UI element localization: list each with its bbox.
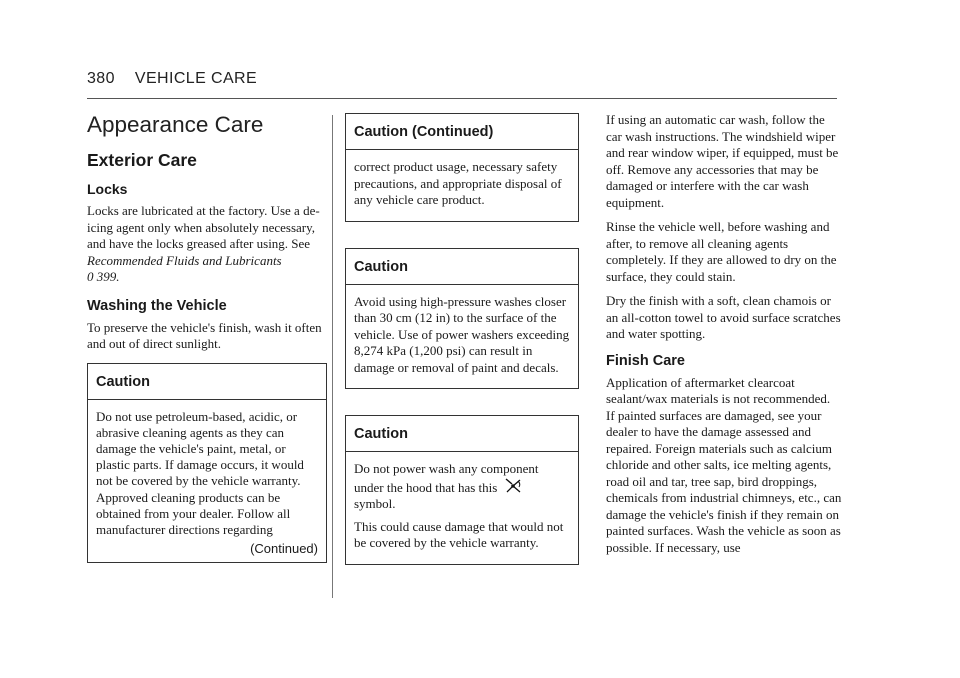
- page-title: Appearance Care: [87, 112, 264, 137]
- header-rule: [87, 98, 837, 99]
- dry-paragraph: Dry the finish with a soft, clean chamois or an all-cotton towel to avoid surface scratches and water spotting.: [606, 293, 841, 341]
- spacer: [345, 222, 579, 248]
- caution-pressure-text: Avoid using high-pressure washes closer than 30 cm (12 in) to the surface of the vehicle. Use of power washers exceeding 8,274 kPa (1,200 psi) can result in damage or removal of paint and decals.: [354, 293, 570, 375]
- rinse-paragraph: Rinse the vehicle well, before washing and after, to remove all cleaning agents completely. If they are allowed to dry on the surface, they could stain.: [606, 219, 837, 284]
- caution-title: Caution: [88, 364, 326, 400]
- caution-pressure-title: Caution: [346, 249, 578, 285]
- washing-text: To preserve the vehicle's finish, wash it often and out of direct sunlight.: [87, 319, 322, 351]
- caution-text: Do not use petroleum-based, acidic, or abrasive cleaning agents as they can damage the vehicle's paint, metal, or plastic parts. If damage occurs, it would not be covered by the vehicle warranty. Approved cleaning products can be obtained from your dealer. Follow all manufacturer directions regarding: [96, 408, 304, 537]
- caution-hood-paragraph: [354, 461, 570, 513]
- caution-hood-text: Do not power wash any component under the hood that has this: [354, 461, 539, 495]
- page-header: [87, 70, 257, 88]
- section-title: VEHICLE CARE: [134, 70, 258, 87]
- washing-heading: Washing the Vehicle: [87, 297, 227, 314]
- caution-continued-body: [346, 150, 578, 221]
- column-right: [606, 112, 842, 564]
- car-wash-paragraph: If using an automatic car wash, follow the car wash instructions. The windshield wiper and rear window wiper, if equipped, must be off. Remove any accessories that may be damaged or interfere with the car wash equipment.: [606, 112, 839, 210]
- spacer: [345, 389, 579, 415]
- finish-care-paragraph: Application of aftermarket clearcoat sealant/wax materials is not recommended. If painted surfaces are damaged, see your dealer to have the damage assessed and repaired. Foreign materials such as calcium chloride and other salts, ice melting agents, road oil and tar, tree sap, bird droppings, chemicals from industrial chimneys, etc., can damage the vehicle's finish if they remain on painted surfaces. Wash the vehicle as soon as possible. If necessary, use: [606, 374, 842, 555]
- caution-pressure-box: [345, 248, 579, 390]
- caution-continued-box: [345, 113, 579, 222]
- locks-reference-page[interactable]: 0 399.: [87, 269, 120, 284]
- column-left: [87, 112, 327, 563]
- caution-hood-text2: This could cause damage that would not be covered by the vehicle warranty.: [354, 518, 564, 550]
- cooling-fan-icon: [504, 478, 522, 494]
- caution-hood-title: Caution: [346, 416, 578, 452]
- locks-paragraph: [87, 203, 327, 286]
- caution-hood-box: [345, 415, 579, 565]
- column-middle: [345, 113, 579, 565]
- caution-hood-symbol-word: symbol.: [354, 496, 396, 511]
- finish-care-heading: Finish Care: [606, 352, 685, 369]
- locks-reference-link[interactable]: Recommended Fluids and Lubricants: [87, 252, 282, 268]
- locks-heading: Locks: [87, 181, 128, 197]
- caution-continued-title: Caution (Continued): [346, 114, 578, 150]
- continued-label: (Continued): [250, 541, 318, 557]
- column-divider: [332, 115, 333, 598]
- caution-box: [87, 363, 327, 564]
- caution-pressure-body: [346, 285, 578, 389]
- section-heading: Exterior Care: [87, 150, 197, 170]
- caution-body: [88, 400, 326, 563]
- page-number: 380: [87, 70, 115, 87]
- caution-continued-text: correct product usage, necessary safety precautions, and appropriate disposal of any vehicle care product.: [354, 159, 562, 207]
- caution-hood-body: [346, 452, 578, 564]
- locks-text: Locks are lubricated at the factory. Use a de-icing agent only when absolutely necessary, and have the locks greased after using. See: [87, 203, 320, 251]
